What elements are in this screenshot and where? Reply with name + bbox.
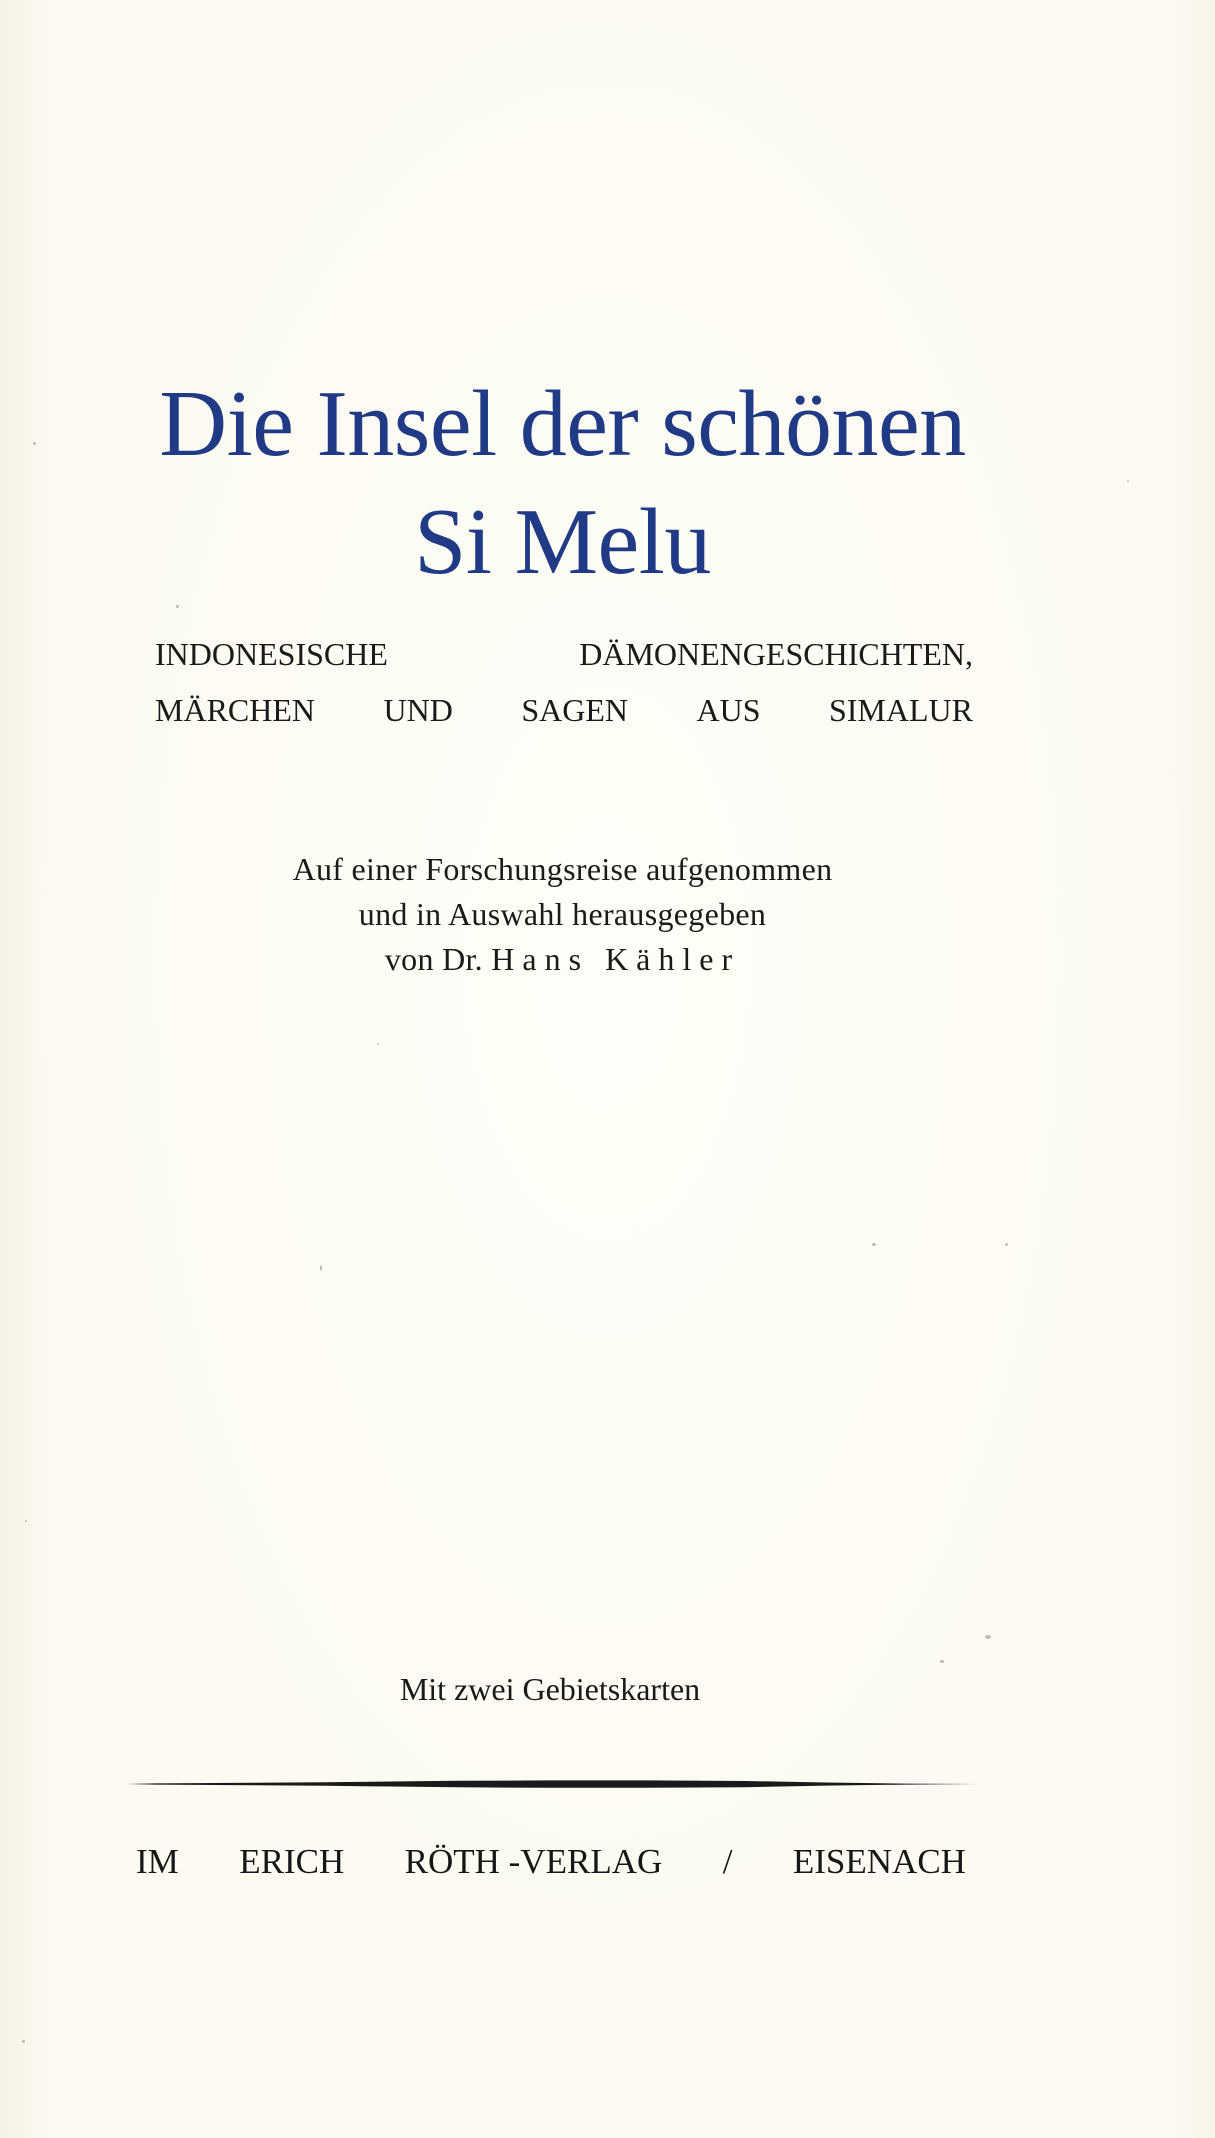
- credit-line-1: Auf einer Forschungsreise aufgenommen: [292, 851, 833, 887]
- publisher-word: IM: [136, 1842, 179, 1881]
- paper-speck: [25, 1520, 27, 1522]
- paper-speck: [33, 442, 36, 445]
- paper-speck: [176, 605, 179, 608]
- publisher-imprint: [136, 1844, 966, 1879]
- paper-speck: [22, 2040, 25, 2043]
- publisher-word: EISENACH: [792, 1842, 966, 1881]
- paper-speck: [985, 1635, 991, 1639]
- paper-speck: [320, 1265, 322, 1271]
- subtitle-word: AUS: [696, 692, 761, 728]
- subtitle-word: UND: [383, 692, 453, 728]
- credit-line-2: und in Auswahl herausgegeben: [358, 896, 767, 932]
- subtitle-word: SAGEN: [521, 692, 628, 728]
- subtitle-word: SIMALUR: [828, 692, 973, 728]
- paper-speck: [940, 1660, 944, 1663]
- subtitle-line-2: [155, 694, 973, 726]
- publisher-word: RÖTH -VERLAG: [404, 1842, 663, 1881]
- subtitle-word: DÄMONENGESCHICHTEN,: [579, 636, 973, 672]
- credit-prefix: von Dr.: [384, 941, 483, 977]
- editor-name: Hans Kähler: [491, 941, 741, 977]
- maps-note: Mit zwei Gebietskarten: [399, 1671, 701, 1707]
- subtitle-word: MÄRCHEN: [155, 692, 316, 728]
- paper-speck: [377, 1043, 379, 1045]
- paper-speck: [872, 1243, 876, 1246]
- paper-speck: [1005, 1243, 1008, 1246]
- subtitle-line-1: [155, 638, 973, 670]
- publisher-word: ERICH: [239, 1842, 345, 1881]
- subtitle-word: INDONESISCHE: [155, 636, 388, 672]
- publisher-word: /: [722, 1842, 733, 1881]
- book-title-line-1: Die Insel der schönen: [159, 372, 966, 476]
- book-title-line-2: Si Melu: [414, 490, 711, 594]
- credit-line-3: [0, 943, 1125, 975]
- paper-speck: [1127, 480, 1129, 482]
- publisher-rule: [126, 1777, 977, 1791]
